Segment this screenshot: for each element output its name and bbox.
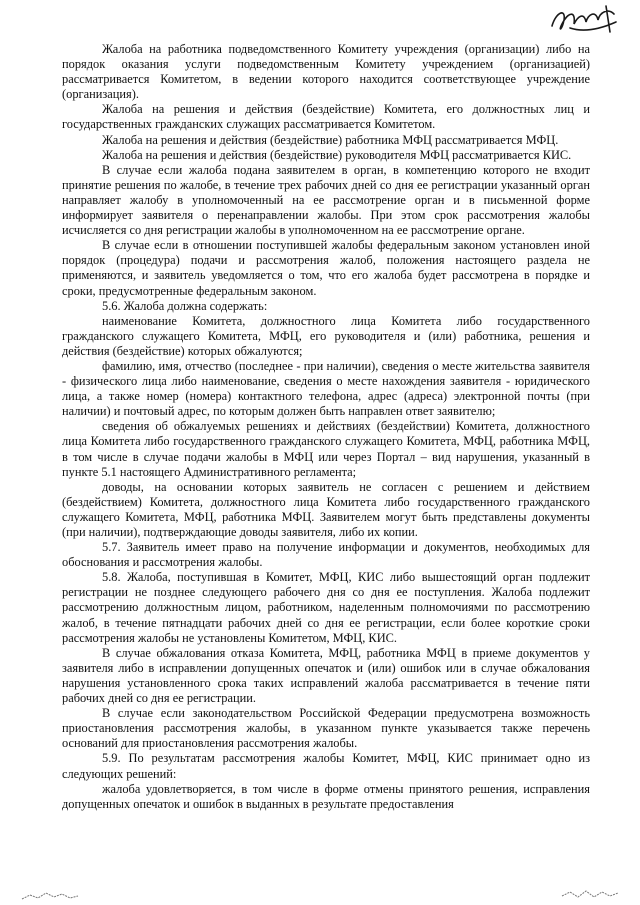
- paragraph: жалоба удовлетворяется, в том числе в форме отмены принятого решения, исправления допущенных опечаток и ошибок в выданных в результате предоставления: [62, 781, 590, 811]
- paragraph: 5.8. Жалоба, поступившая в Комитет, МФЦ, КИС либо вышестоящий орган подлежит регистрации не позднее следующего рабочего дня со дня ее поступления. Жалоба подлежит рассмотрению должностным лицом, работником, наделенным полномочиями по рассмотрению жалоб, в течение пятнадцати рабочих дней со дня ее регистрации, если более короткие сроки рассмотрения жалобы не установлены Комитетом, МФЦ, КИС.: [62, 570, 590, 645]
- paragraph: В случае обжалования отказа Комитета, МФЦ, работника МФЦ в приеме документов у заявителя либо в исправлении допущенных опечаток и (или) ошибок или в случае обжалования нарушения установленного срока таких исправлений жалоба рассматривается в течение пяти рабочих дней со дня ее регистрации.: [62, 645, 590, 706]
- paragraph: Жалоба на решения и действия (бездействие) руководителя МФЦ рассматривается КИС.: [102, 147, 572, 162]
- paragraph: 5.7. Заявитель имеет право на получение информации и документов, необходимых для обоснования и рассмотрения жалобы.: [62, 540, 590, 570]
- paragraph: доводы, на основании которых заявитель не согласен с решением и действием (бездействием) Комитета, должностного лица Комитета либо государственного гражданского служащего Комитета, МФЦ, работника МФЦ. Заявителем могут быть представлены документы (при наличии), подтверждающие доводы заявителя, либо их копии.: [62, 479, 590, 539]
- scan-smudge-left: [20, 889, 80, 901]
- paragraph: В случае если законодательством Российской Федерации предусмотрена возможность приостановления рассмотрения жалобы, в указанном пункте указывается также перечень оснований для приостановления рассмотрения жалобы.: [62, 706, 590, 751]
- paragraph: сведения об обжалуемых решениях и действиях (бездействии) Комитета, должностного лица Комитета либо государственного гражданского служащего Комитета, МФЦ, работника МФЦ, в том числе в случае подачи жалобы в МФЦ или через Портал – вид нарушения, указанный в пункте 5.1 настоящего Административного регламента;: [62, 419, 590, 479]
- paragraph: В случае если в отношении поступившей жалобы федеральным законом установлен иной порядок (процедура) подачи и рассмотрения жалоб, положения настоящего раздела не применяются, и заявитель уведомляется о том, что его жалоба будет рассмотрена в порядке и сроки, предусмотренные федеральным законом.: [62, 238, 590, 298]
- paragraph: Жалоба на решения и действия (бездействие) Комитета, его должностных лиц и государственных гражданских служащих рассматривается Комитетом.: [62, 102, 590, 132]
- paragraph: фамилию, имя, отчество (последнее - при наличии), сведения о месте жительства заявителя - физического лица либо наименование, сведения о месте нахождения заявителя - юридического лица, а также номер (номера) контактного телефона, адрес (адреса) электронной почты (при наличии) и почтовый адрес, по которым должен быть направлен ответ заявителю;: [62, 358, 590, 419]
- signature-image: [548, 2, 620, 40]
- document-body: [62, 42, 590, 812]
- paragraph: Жалоба на решения и действия (бездействие) работника МФЦ рассматривается МФЦ.: [102, 132, 559, 147]
- paragraph: наименование Комитета, должностного лица Комитета либо государственного гражданского служащего Комитета, МФЦ, его руководителя и (или) работника, решения и действия (бездействие) которых обжалуются;: [62, 313, 590, 358]
- paragraph: 5.9. По результатам рассмотрения жалобы Комитет, МФЦ, КИС принимает одно из следующих решений:: [62, 751, 590, 781]
- section-heading: 5.6. Жалоба должна содержать:: [102, 298, 268, 313]
- paragraph: Жалоба на работника подведомственного Комитету учреждения (организации) либо на порядок оказания услуги подведомственным Комитету учреждением (организацией) рассматривается Комитетом, в ведении которого находится соответствующее учреждение (организация).: [62, 42, 590, 102]
- paragraph: В случае если жалоба подана заявителем в орган, в компетенцию которого не входит принятие решения по жалобе, в течение трех рабочих дней со дня ее регистрации указанный орган направляет жалобу в уполномоченный на ее рассмотрение орган и в письменной форме информирует заявителя о перенаправлении жалобы. При этом срок рассмотрения жалобы исчисляется со дня регистрации жалобы в уполномоченном на ее рассмотрение органе.: [62, 162, 590, 238]
- scan-smudge-right: [560, 888, 620, 900]
